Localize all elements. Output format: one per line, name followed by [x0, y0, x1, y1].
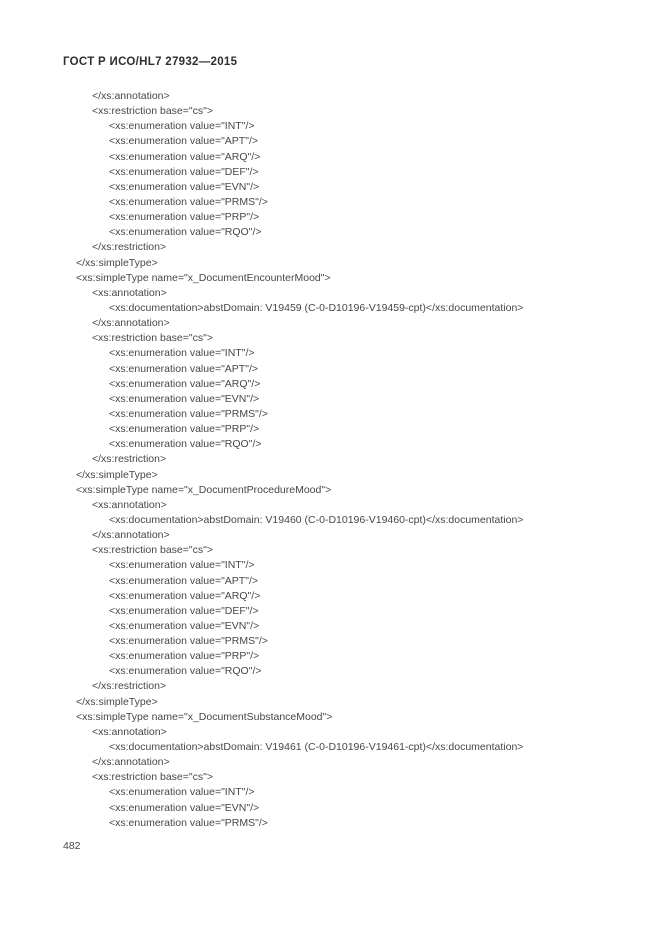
- code-line: <xs:enumeration value="APT"/>: [109, 574, 258, 587]
- code-line: <xs:enumeration value="PRP"/>: [109, 650, 260, 663]
- standard-designation-header: ГОСТ Р ИСО/HL7 27932—2015: [63, 56, 238, 68]
- code-line: <xs:enumeration value="INT"/>: [109, 786, 255, 799]
- code-line: <xs:enumeration value="PRP"/>: [109, 423, 260, 436]
- code-line: <xs:enumeration value="PRMS"/>: [109, 816, 268, 829]
- code-line: </xs:simpleType>: [76, 695, 158, 708]
- code-line: <xs:enumeration value="ARQ"/>: [109, 150, 261, 163]
- code-line: <xs:enumeration value="RQO"/>: [109, 665, 262, 678]
- code-line: <xs:enumeration value="APT"/>: [109, 362, 258, 375]
- code-line: <xs:simpleType name="x_DocumentSubstanceMood">: [76, 710, 333, 723]
- code-line: <xs:documentation>abstDomain: V19461 (C-0-D10196-V19461-cpt)</xs:documentation>: [109, 741, 524, 754]
- code-line: <xs:simpleType name="x_DocumentEncounterMood">: [76, 271, 331, 284]
- code-line: <xs:restriction base="cs">: [92, 544, 213, 557]
- code-line: </xs:annotation>: [92, 317, 170, 330]
- code-line: <xs:enumeration value="RQO"/>: [109, 226, 262, 239]
- code-line: <xs:annotation>: [92, 286, 167, 299]
- code-line: <xs:simpleType name="x_DocumentProcedureMood">: [76, 483, 332, 496]
- code-line: <xs:enumeration value="PRMS"/>: [109, 407, 268, 420]
- code-line: </xs:restriction>: [92, 680, 167, 693]
- code-line: <xs:annotation>: [92, 498, 167, 511]
- code-line: </xs:annotation>: [92, 756, 170, 769]
- code-line: </xs:simpleType>: [76, 468, 158, 481]
- code-line: <xs:enumeration value="APT"/>: [109, 135, 258, 148]
- code-line: </xs:restriction>: [92, 453, 167, 466]
- code-line: <xs:enumeration value="ARQ"/>: [109, 377, 261, 390]
- code-line: </xs:annotation>: [92, 90, 170, 102]
- code-line: <xs:restriction base="cs">: [92, 771, 213, 784]
- code-line: <xs:enumeration value="EVN"/>: [109, 801, 260, 814]
- code-line: <xs:enumeration value="INT"/>: [109, 559, 255, 572]
- code-line: </xs:simpleType>: [76, 256, 158, 269]
- code-line: <xs:enumeration value="EVN"/>: [109, 180, 260, 193]
- code-line: <xs:enumeration value="RQO"/>: [109, 438, 262, 451]
- page-number: 482: [63, 840, 81, 852]
- code-line: <xs:enumeration value="ARQ"/>: [109, 589, 261, 602]
- code-line: <xs:enumeration value="DEF"/>: [109, 165, 259, 178]
- code-line: <xs:enumeration value="EVN"/>: [109, 619, 260, 632]
- code-line: <xs:enumeration value="PRP"/>: [109, 211, 260, 224]
- code-line: <xs:enumeration value="INT"/>: [109, 347, 255, 360]
- code-line: </xs:restriction>: [92, 241, 167, 254]
- code-line: <xs:documentation>abstDomain: V19460 (C-0-D10196-V19460-cpt)</xs:documentation>: [109, 513, 524, 526]
- code-line: <xs:enumeration value="DEF"/>: [109, 604, 259, 617]
- code-line: <xs:enumeration value="INT"/>: [109, 120, 255, 133]
- code-line: <xs:annotation>: [92, 725, 167, 738]
- xml-schema-code-block: [76, 89, 523, 831]
- code-line: <xs:enumeration value="PRMS"/>: [109, 635, 268, 648]
- code-line: <xs:enumeration value="PRMS"/>: [109, 195, 268, 208]
- code-line: <xs:restriction base="cs">: [92, 332, 213, 345]
- code-line: <xs:documentation>abstDomain: V19459 (C-0-D10196-V19459-cpt)</xs:documentation>: [109, 301, 524, 314]
- code-line: </xs:annotation>: [92, 529, 170, 542]
- code-line: <xs:enumeration value="EVN"/>: [109, 392, 260, 405]
- code-line: <xs:restriction base="cs">: [92, 105, 213, 118]
